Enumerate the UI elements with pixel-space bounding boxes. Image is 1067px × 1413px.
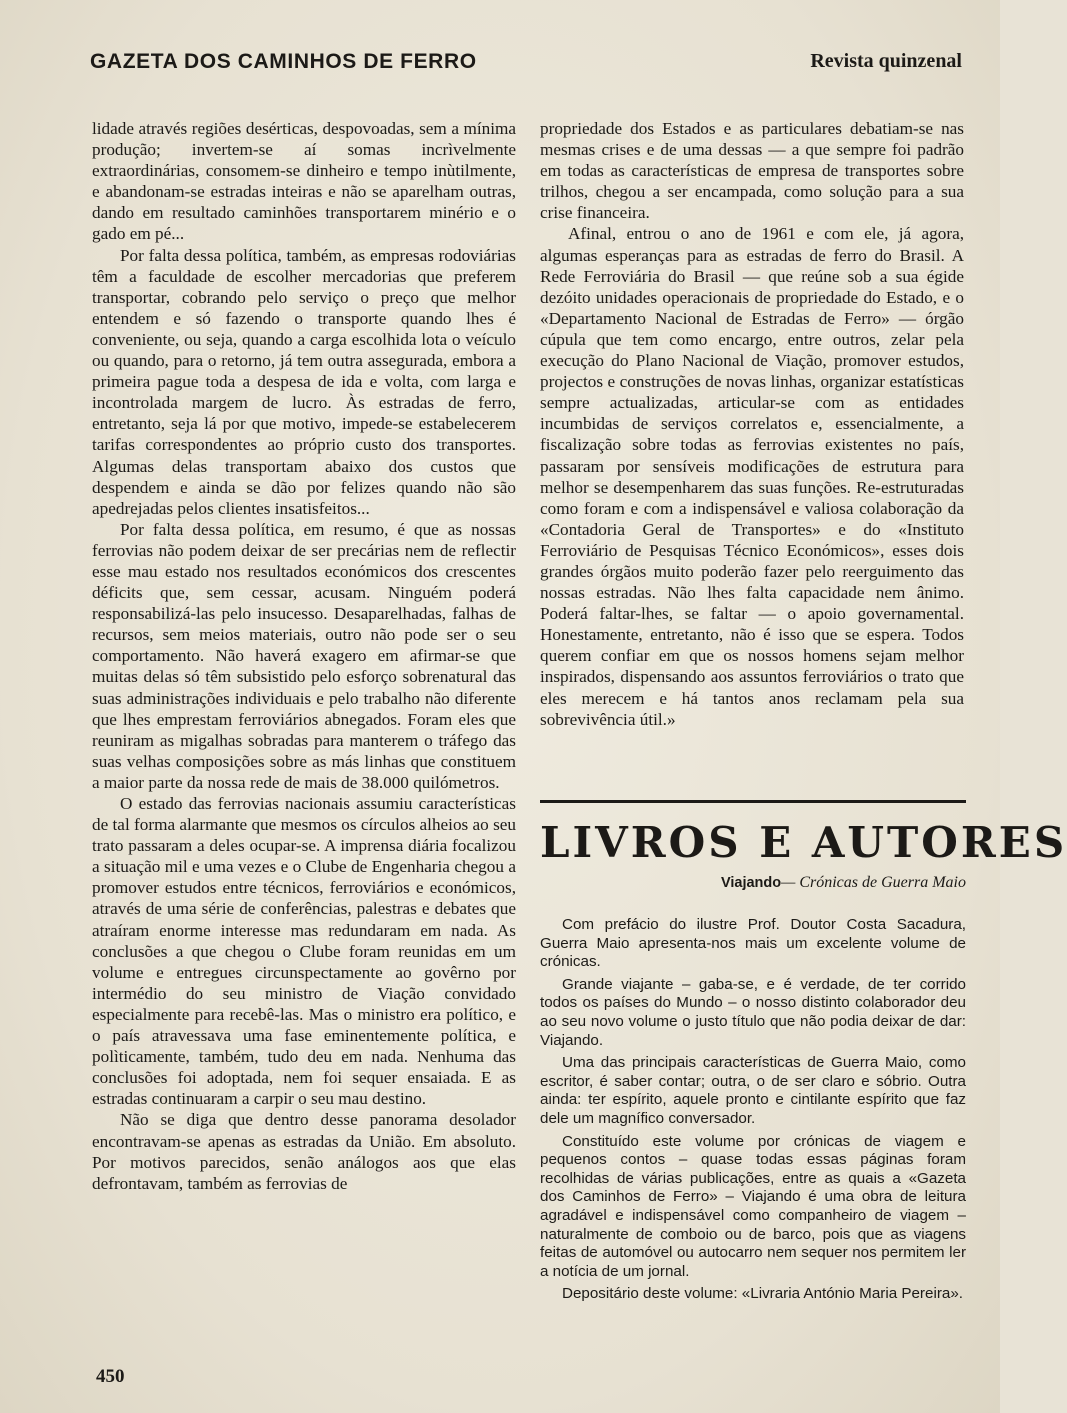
publication-frequency: Revista quinzenal (810, 50, 962, 72)
left-paragraph-4: O estado das ferrovias nacionais assumiu características de tal forma alarmante que mesmos os círculos alheios ao seu trato passaram a deles ocupar-se. A imprensa diária focalizou a situação mil e uma vezes e o Clube de Engenharia chegou a promover estudos entre técnicos, ferroviários e económicos, através de uma série de conferências, palestras e debates que atraíram enorme interesse mas redundaram em nada. As conclusões a que chegou o Clube foram reunidas em um volume e entregues circunspectamente ao govêrno por intermédio do seu ministro de Viação convidado especialmente para recebê-las. Mas o ministro era político, e o país atravessava uma fase eminentemente política, e polìticamente, também, tudo deu em nada. Nenhuma das conclusões foi adoptada, nem foi sequer ensaiada. E as estradas continuaram a carpir o seu mau destino. (92, 794, 516, 1109)
publication-title: GAZETA DOS CAMINHOS DE FERRO (90, 50, 477, 73)
review-paragraph-1: Com prefácio do ilustre Prof. Doutor Costa Sacadura, Guerra Maio apresenta-nos mais um excelente volume de crónicas. (540, 916, 966, 971)
right-column (540, 118, 964, 730)
left-paragraph-2: Por falta dessa política, também, as empresas rodoviárias têm a faculdade de escolher mercadorias que preferem transportar, cobrando pelo serviço o preço que melhor entendem e só fazendo o transporte quando lhes é conveniente, ou seja, quando a carga escolhida lota o veículo ou quando, para o retorno, já tem outra assegurada, embora a primeira pague toda a despesa de ida e volta, com larga e incontrolada margem de lucro. Às estradas de ferro, entretanto, seja lá por que motivo, impede-se estabelecerem tarifas correspondentes ao próprio custo dos transportes. Algumas delas transportam abaixo dos custos que despendem e ainda se dão por felizes quando não são apedrejadas pelos clientes insatisfeitos... (92, 245, 516, 518)
section-heading: LIVROS E AUTORES (540, 818, 1067, 867)
book-subtitle: — Crónicas de Guerra Maio (781, 874, 966, 891)
review-paragraph-2: Grande viajante – gaba-se, e é verdade, de ter corrido todos os países do Mundo – o nosso distinto colaborador deu ao seu novo volume o justo título que não podia deixar de dar: Viajando. (540, 975, 966, 1049)
right-paragraph-1: propriedade dos Estados e as particulares debatiam-se nas mesmas crises e de uma dessas — a que sempre foi padrão em todas as características de empresa de transportes sobre trilhos, chegou a ser encampada, como solução para a sua crise financeira. (540, 119, 964, 223)
book-title: Viajando (720, 875, 782, 891)
left-paragraph-1: lidade através regiões desérticas, despovoadas, sem a mínima produção; invertem-se aí somas incrìvelmente extraordinárias, consomem-se dinheiro e tempo inùtilmente, e abandonam-se estradas inteiras e não se aparelham outras, dando em resultado caminhões transportarem minério e o gado em pé... (92, 119, 516, 244)
masthead (90, 50, 962, 82)
book-heading (540, 874, 966, 892)
review-paragraph-4: Constituído este volume por crónicas de viagem e pequenos contos – quase todas essas páginas foram recolhidas de várias publicações, entre as quais a «Gazeta dos Caminhos de Ferro» – Viajando é uma obra de leitura agradável e indispensável como companheiro de viagem – naturalmente de comboio ou de barco, pois que as viagens feitas de automóvel ou autocarro nem sequer nos permitem ler a notícia de um jornal. (540, 1132, 966, 1280)
section-divider (540, 800, 966, 803)
left-column (92, 118, 516, 1194)
right-paragraph-2: Afinal, entrou o ano de 1961 e com ele, já agora, algumas esperanças para as estradas de ferro do Brasil. A Rede Ferroviária do Brasil — que reúne sob a sua égide dezóito unidades operacionais de propriedade do Estado, e o «Departamento Nacional de Estradas de Ferro» — órgão cúpula que tem como encargo, entre outros, zelar pela execução do Plano Nacional de Viação, promover estudos, projectos e construções de novas linhas, organizar estatísticas sempre actualizadas, articular-se com as entidades incumbidas de serviços correlatos e, essencialmente, a fiscalização sobre todas as ferrovias existentes no país, passaram por sensíveis modificações de estrutura para melhor se desempenharem das suas funções. Re-estruturadas como foram e com a indispensável e valiosa colaboração da «Contadoria Geral de Transportes» e do «Instituto Ferroviário de Pesquisas Técnico Económicos», esses dois grandes órgãos muito poderão fazer pelo reerguimento das nossas estradas. Não lhes falta capacidade nem ânimo. Poderá faltar-lhes, se faltar — o apoio governamental. Honestamente, entretanto, não é isso que se espera. Todos querem confiar em que os nossos homens sejam melhor inspirados, dispensando aos assuntos ferroviários o trato que eles merecem e há tantos anos reclamam pela sua sobrevivência útil.» (540, 224, 964, 729)
left-paragraph-3: Por falta dessa política, em resumo, é que as nossas ferrovias não podem deixar de ser precárias nem de reflectir esse mau estado nos resultados económicos dos crescentes déficits que, sem cessar, acusam. Ninguém poderá responsabilizá-las pelo insucesso. Desaparelhadas, falhas de recursos, sem meios materiais, outro não pode ser o seu comportamento. Não haverá exagero em afirmar-se que muitas delas só têm subsistido pelo esforço sobrenatural das suas administrações individuais e pelo trabalho não diferente que lhes emprestam ferroviários abnegados. Foram eles que reuniram as migalhas sobradas para manterem o tráfego das suas velhas composições sobre as más linhas que constituem a maior parte da nossa rede de mais de 38.000 quilómetros. (92, 519, 516, 792)
book-review (540, 916, 966, 1308)
review-paragraph-5: Depositário deste volume: «Livraria António Maria Pereira». (562, 1285, 963, 1303)
left-paragraph-5: Não se diga que dentro desse panorama desolador encontravam-se apenas as estradas da União. Em absoluto. Por motivos parecidos, senão análogos aos que elas defrontavam, também as ferrovias de (92, 1110, 516, 1193)
page-number: 450 (96, 1366, 125, 1387)
review-paragraph-3: Uma das principais características de Guerra Maio, como escritor, é saber contar; outra, o de ser claro e sóbrio. Outra ainda: ter espírito, aquele pronto e cintilante espírito que faz dele um magnífico conversador. (540, 1054, 966, 1127)
